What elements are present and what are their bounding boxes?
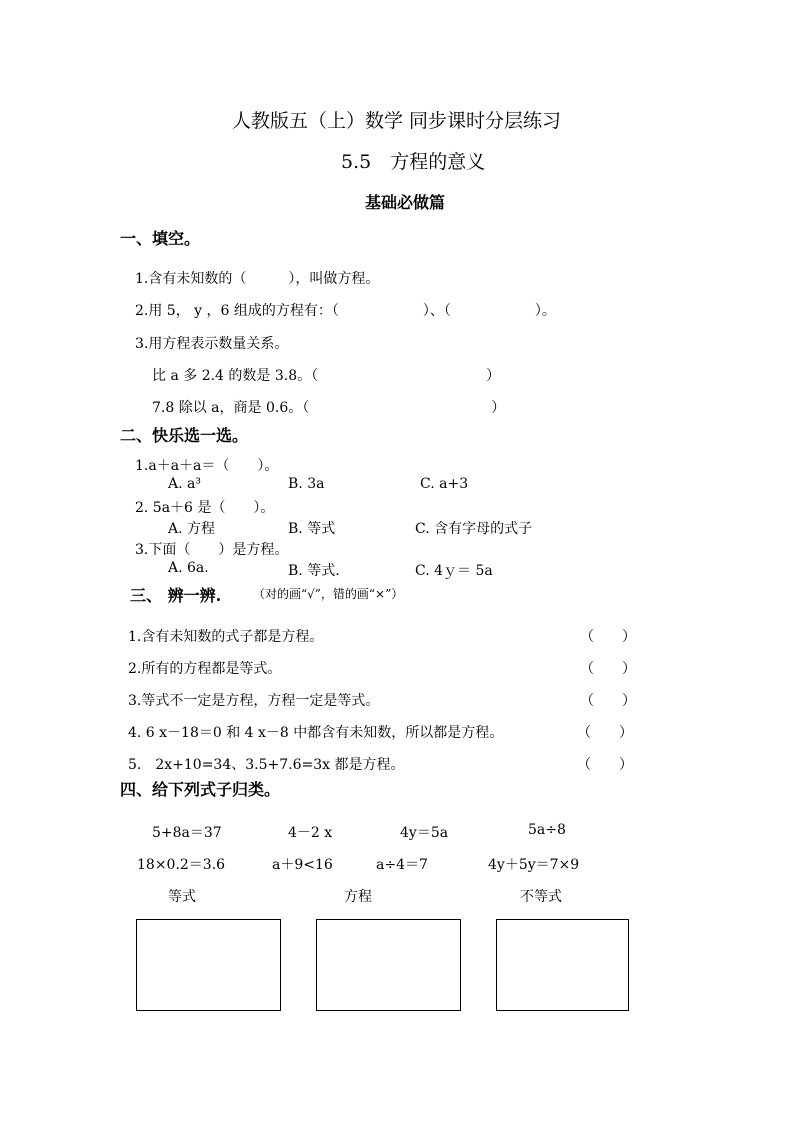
s2-q3-option-b: B. 等式. (288, 563, 340, 579)
s3-statement-4: 4. 6 x－18＝0 和 4 x－8 中都含有未知数，所以都是方程。 (128, 725, 504, 741)
s4-expression: a÷4＝7 (376, 857, 428, 873)
s2-q1-option-c: C. a+3 (420, 476, 469, 492)
s3-answer-blank-3: （ ） (580, 693, 636, 709)
s2-q2-option-b: B. 等式 (288, 521, 336, 537)
s4-expression: 4y＋5y＝7×9 (488, 857, 580, 873)
s2-q2-stem: 2. 5a＋6 是（ ）。 (135, 500, 275, 516)
section1-heading: 一、填空。 (120, 229, 201, 248)
s4-expression: 5+8a＝37 (152, 825, 222, 841)
level-heading: 基础必做篇 (365, 193, 446, 212)
s2-q1-stem: 1.a＋a＋a＝（ ）。 (135, 458, 279, 474)
s4-expression: a＋9<16 (272, 857, 333, 873)
s4-expression: 4－2 x (288, 825, 333, 841)
page-title: 人教版五（上）数学 同步课时分层练习 (232, 110, 562, 132)
answer-box-inequality (496, 919, 629, 1011)
s2-q1-option-b: B. 3a (288, 476, 325, 492)
s3-statement-2: 2.所有的方程都是等式。 (128, 661, 282, 677)
lesson-title: 5.5 方程的意义 (341, 151, 486, 173)
s1-question-3: 3.用方程表示数量关系。 (135, 336, 289, 352)
section4-heading: 四、给下列式子归类。 (120, 780, 281, 799)
section3-heading: 三、 辨一辨. (130, 586, 222, 605)
s1-question-3a: 比 a 多 2.4 的数是 3.8。（ ） (152, 368, 501, 384)
s2-q3-option-c: C. 4ｙ＝ 5a (415, 563, 493, 579)
category-label-inequality: 不等式 (520, 889, 562, 905)
section2-heading: 二、快乐选一选。 (120, 426, 249, 445)
s3-statement-3: 3.等式不一定是方程，方程一定是等式。 (128, 693, 380, 709)
section3-note: （对的画“√”，错的画“×”） (253, 587, 404, 601)
answer-box-equality (136, 919, 281, 1011)
answer-box-equation (316, 919, 461, 1011)
s3-answer-blank-1: （ ） (580, 629, 636, 645)
s1-question-1: 1.含有未知数的（ ），叫做方程。 (135, 271, 380, 287)
s2-q3-stem: 3.下面（ ）是方程。 (135, 542, 289, 558)
s1-question-3b: 7.8 除以 a，商是 0.6。（ ） (152, 400, 506, 416)
category-label-equation: 方程 (344, 889, 372, 905)
s3-statement-5: 5. 2x+10=34、3.5+7.6=3x 都是方程。 (128, 757, 405, 773)
s3-answer-blank-2: （ ） (580, 661, 636, 677)
s2-q2-option-c: C. 含有字母的式子 (415, 521, 533, 537)
s3-answer-blank-5: （ ） (577, 757, 633, 773)
s2-q2-option-a: A. 方程 (168, 521, 216, 537)
s2-q3-option-a: A. 6a. (168, 560, 209, 576)
s4-expression: 5a÷8 (528, 822, 566, 838)
s4-expression: 18×0.2＝3.6 (137, 857, 226, 873)
s3-answer-blank-4: （ ） (577, 725, 633, 741)
s3-statement-1: 1.含有未知数的式子都是方程。 (128, 629, 324, 645)
s4-expression: 4y＝5a (400, 825, 449, 841)
s2-q1-option-a: A. a³ (168, 476, 201, 492)
s1-question-2: 2.用 5， y ，6 组成的方程有：（ ）、（ ）。 (135, 303, 556, 319)
category-label-equality: 等式 (168, 889, 196, 905)
